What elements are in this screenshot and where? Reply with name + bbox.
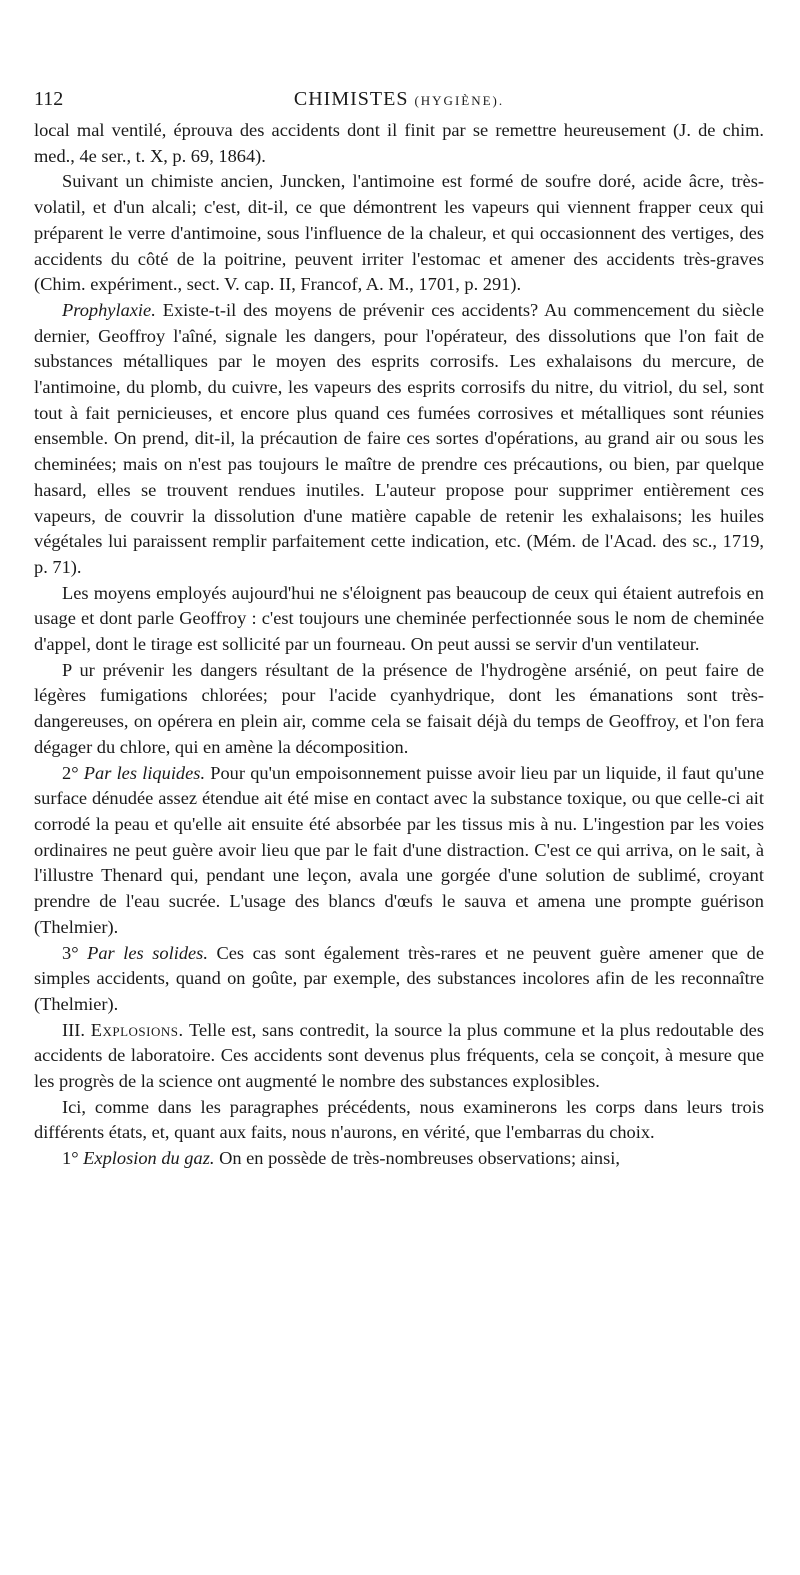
body-text: [34, 118, 764, 1172]
paragraph: [34, 1146, 764, 1172]
section-number: 2°: [62, 762, 79, 783]
paragraph: [34, 298, 764, 581]
paragraph: [34, 169, 764, 298]
paragraph-text: Telle est, sans contredit, la source la plus commune et la plus redoutable des accidents de laboratoire. Ces accidents sont devenus plus fréquents, cela se conçoit, à mesure que les progrès de la science ont augmenté le nombre des substances explosibles.: [34, 1019, 764, 1092]
section-number: III.: [62, 1019, 85, 1040]
paragraph: [34, 1095, 764, 1146]
paragraph-text: Ces cas sont également très-rares et ne peuvent guère amener que de simples accidents, quand on goûte, par exemple, des substances incolores afin de les reconnaître (Thelmier).: [34, 942, 764, 1014]
running-title-main: CHIMISTES: [293, 88, 409, 110]
paragraph-lead: Prophylaxie.: [62, 299, 156, 320]
running-header: [34, 84, 764, 114]
paragraph-lead: Explosions.: [90, 1019, 184, 1040]
paragraph: [34, 761, 764, 941]
paragraph: [34, 658, 764, 761]
paragraph-lead: Par les liquides.: [83, 762, 206, 783]
paragraph-text: Existe-t-il des moyens de prévenir ces accidents? Au commencement du siècle dernier, Geoffroy l'aîné, signale les dangers, pour l'opérateur, des dissolutions que l'on fait de substances métalliques par le moyen des esprits corrosifs. Les exhalaisons du mercure, de l'antimoine, du plomb, du cuivre, les vapeurs des esprits corrosifs du nitre, du vitriol, du sel, sont tout à fait pernicieuses, et encore plus quand ces fumées corrosives et métalliques sont réunies ensemble. On prend, dit-il, la précaution de faire ces sortes d'opérations, au grand air ou sous les cheminées; mais on n'est pas toujours le maître de prendre ces précautions, ou bien, par quelque hasard, elles se trouvent rendues inutiles. L'auteur propose pour supprimer entièrement ces vapeurs, de couvrir la dissolution d'une matière capable de retenir les exhalaisons; les huiles végétales lui paraissent remplir parfaitement cette indication, etc. (Mém. de l'Acad. des sc., 1719, p. 71).: [34, 299, 764, 577]
paragraph-lead: Explosion du gaz.: [83, 1148, 215, 1169]
section-number: 1°: [62, 1148, 79, 1169]
paragraph-text: Suivant un chimiste ancien, Juncken, l'antimoine est formé de soufre doré, acide âcre, très-volatil, et d'un alcali; c'est, dit-il, ce que démontrent les vapeurs qui viennent frapper ceux qui préparent le verre d'antimoine, sous l'influence de la chaleur, et qui occasionnent des vertiges, des accidents du côté de la poitrine, peuvent irriter l'estomac et amener des accidents très-graves (Chim. expériment., sect. V. cap. II, Francof, A. M., 1701, p. 291).: [34, 171, 764, 295]
paragraph-text: P ur prévenir les dangers résultant de la présence de l'hydrogène arsénié, on peut faire de légères fumigations chlorées; pour l'acide cyanhydrique, dont les émanations sont très-dangereuses, on opérera en plein air, comme cela se faisait déjà du temps de Geoffroy, et l'on fera dégager du chlore, qui en amène la décomposition.: [34, 659, 764, 757]
paragraph: [34, 581, 764, 658]
paragraph-text: On en possède de très-nombreuses observations; ainsi,: [214, 1148, 620, 1169]
paragraph: [34, 118, 764, 169]
paragraph: [34, 1018, 764, 1095]
paragraph-text: local mal ventilé, éprouva des accidents dont il finit par se remettre heureusement (J. de chim. med., 4e ser., t. X, p. 69, 1864).: [34, 120, 764, 166]
paragraph-text: Pour qu'un empoisonnement puisse avoir lieu par un liquide, il faut qu'une surface dénudée assez étendue ait été mise en contact avec la substance toxique, ou que celle-ci ait corrodé la peau et qu'elle ait ensuite été absorbée par les tissus mis à nu. L'ingestion par les voies ordinaires ne peut guère avoir lieu que par le fait d'une distraction. C'est ce qui arriva, on le sait, à l'illustre Thenard qui, pendant une leçon, avala une gorgée d'une solution de sublimé, croyant prendre de l'eau sucrée. L'usage des blancs d'œufs le sauva et amena une prompte guérison (Thelmier).: [34, 762, 764, 937]
running-title-sub: (HYGIÈNE).: [414, 93, 505, 108]
paragraph-text: Ici, comme dans les paragraphes précédents, nous examinerons les corps dans leurs trois différents états, et, quant aux faits, nous n'aurons, en vérité, que l'embarras du choix.: [34, 1096, 764, 1143]
paragraph-text: Les moyens employés aujourd'hui ne s'éloignent pas beaucoup de ceux qui étaient autrefois en usage et dont parle Geoffroy : c'est toujours une cheminée perfectionnée sous le nom de cheminée d'appel, dont le tirage est sollicité par un fourneau. On peut aussi se servir d'un ventilateur.: [34, 582, 764, 655]
paragraph: [34, 941, 764, 1018]
running-title: [34, 84, 764, 116]
section-number: 3°: [62, 942, 79, 963]
paragraph-lead: Par les solides.: [87, 942, 208, 963]
page-number: 112: [34, 88, 64, 110]
